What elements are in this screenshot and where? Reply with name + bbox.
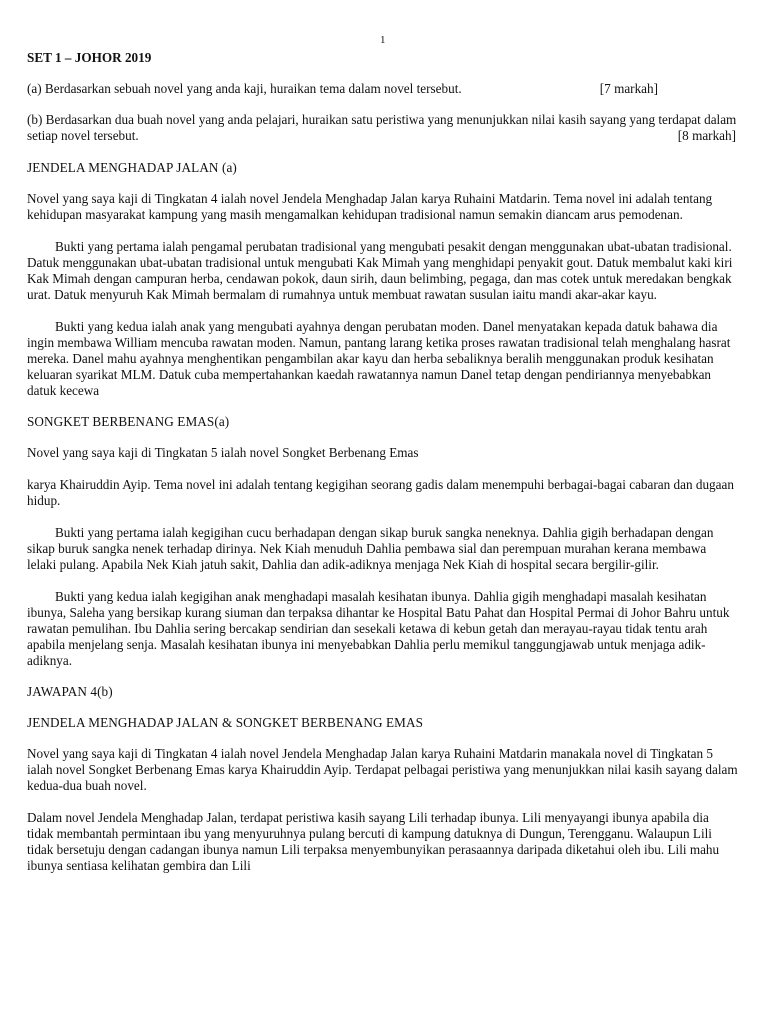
question-b-text: (b) Berdasarkan dua buah novel yang anda pelajari, huraikan satu peristiwa yang menunjukkan nilai kasih sayang yang terdapat dalam setiap novel tersebut. [27, 112, 737, 143]
paragraph: Bukti yang kedua ialah kegigihan anak menghadapi masalah kesihatan ibunya. Dahlia gigih menghadapi masalah kesihatan ibunya, Saleha yang bersikap kurang siuman dan terpaksa dihantar ke Hospital Batu Pahat dan Hospital Permai di Johor Bahru untuk rawatan pemulihan. Ibu Dahlia sering bercakap sendirian dan sesekali ketawa di kebun getah dan merayau-rayau tidak tentu arah apabila menjelang senja. Masalah kesihatan ibunya ini menyebabkan Dahlia perlu memikul tanggungjawab untuk menjaga adik-adiknya. [27, 589, 730, 668]
paragraph: karya Khairuddin Ayip. Tema novel ini adalah tentang kegigihan seorang gadis dalam menempuhi berbagai-bagai cabaran dan dugaan hidup. [27, 477, 734, 508]
paragraph: Novel yang saya kaji di Tingkatan 5 ialah novel Songket Berbenang Emas [27, 445, 419, 460]
paragraph: Novel yang saya kaji di Tingkatan 4 ialah novel Jendela Menghadap Jalan karya Ruhaini Matdarin manakala novel di Tingkatan 5 ialah novel Songket Berbenang Emas karya Khairuddin Ayip. Terdapat pelbagai peristiwa yang menunjukkan nilai kasih sayang dalam kedua-dua buah novel. [27, 746, 738, 793]
question-b [27, 112, 738, 144]
paragraph: Bukti yang pertama ialah pengamal perubatan tradisional yang mengubati pesakit dengan menggunakan ubat-ubatan tradisional. Datuk menggunakan ubat-ubatan tradisional untuk mengubati Kak Mimah yang menghidapi penyakit gout. Datuk membalut kaki kiri Kak Mimah dengan campuran herba, cendawan pokok, daun sirih, daun belimbing, pegaga, dan mas cotek untuk meredakan bengkak urat. Datuk menyuruh Kak Mimah bermalam di rumahnya untuk membuat rawatan susulan iaitu mandi akar-akar kayu. [27, 239, 733, 302]
document-title: SET 1 – JOHOR 2019 [27, 50, 152, 65]
paragraph: Bukti yang pertama ialah kegigihan cucu berhadapan dengan sikap buruk sangka neneknya. Dahlia gigih berhadapan dengan sikap buruk sangka nenek terhadap dirinya. Nek Kiah menuduh Dahlia pembawa sial dan perempuan murahan kerana membawa lelaki pulang. Apabila Nek Kiah jatuh sakit, Dahlia dan adik-adiknya menjaga Nek Kiah di hospital secara bergilir-gilir. [27, 525, 714, 572]
page-number: 1 [380, 34, 386, 46]
question-a [27, 81, 738, 97]
question-b-marks: [8 markah] [677, 128, 736, 143]
question-a-marks: [7 markah] [599, 81, 658, 96]
section-heading-jendela: JENDELA MENGHADAP JALAN (a) [27, 160, 237, 175]
section-heading-jawapan: JAWAPAN 4(b) [27, 684, 113, 699]
question-a-text: (a) Berdasarkan sebuah novel yang anda kaji, huraikan tema dalam novel tersebut. [27, 81, 462, 96]
section-heading-songket: SONGKET BERBENANG EMAS(a) [27, 414, 230, 429]
paragraph: Bukti yang kedua ialah anak yang mengubati ayahnya dengan perubatan moden. Danel menyatakan kepada datuk bahawa dia ingin membawa William mencuba rawatan moden. Namun, pantang larang ketika proses rawatan tradisional telah menghalang hasrat mereka. Danel mahu ayahnya menghentikan pengambilan akar kayu dan herba sebaliknya beralih menggunakan produk kesihatan keluaran syarikat MLM. Datuk cuba mempertahankan kaedah rawatannya namun Danel tetap dengan pendiriannya menyebabkan datuk kecewa [27, 319, 731, 398]
paragraph: Dalam novel Jendela Menghadap Jalan, terdapat peristiwa kasih sayang Lili terhadap ibunya. Lili menyayangi ibunya apabila dia tidak membantah permintaan ibu yang menyuruhnya pulang bercuti di kampung datuknya di Dungun, Terengganu. Walaupun Lili tidak bersetuju dengan cadangan ibunya namun Lili terpaksa menyembunyikan perasaannya daripada diketahui oleh ibu. Lili mahu ibunya sentiasa kelihatan gembira dan Lili [27, 810, 720, 873]
section-subheading: JENDELA MENGHADAP JALAN & SONGKET BERBENANG EMAS [27, 715, 424, 730]
paragraph: Novel yang saya kaji di Tingkatan 4 ialah novel Jendela Menghadap Jalan karya Ruhaini Matdarin. Tema novel ini adalah tentang kehidupan masyarakat kampung yang masih mengamalkan kehidupan tradisional namun semakin diancam arus pemodenan. [27, 191, 713, 222]
